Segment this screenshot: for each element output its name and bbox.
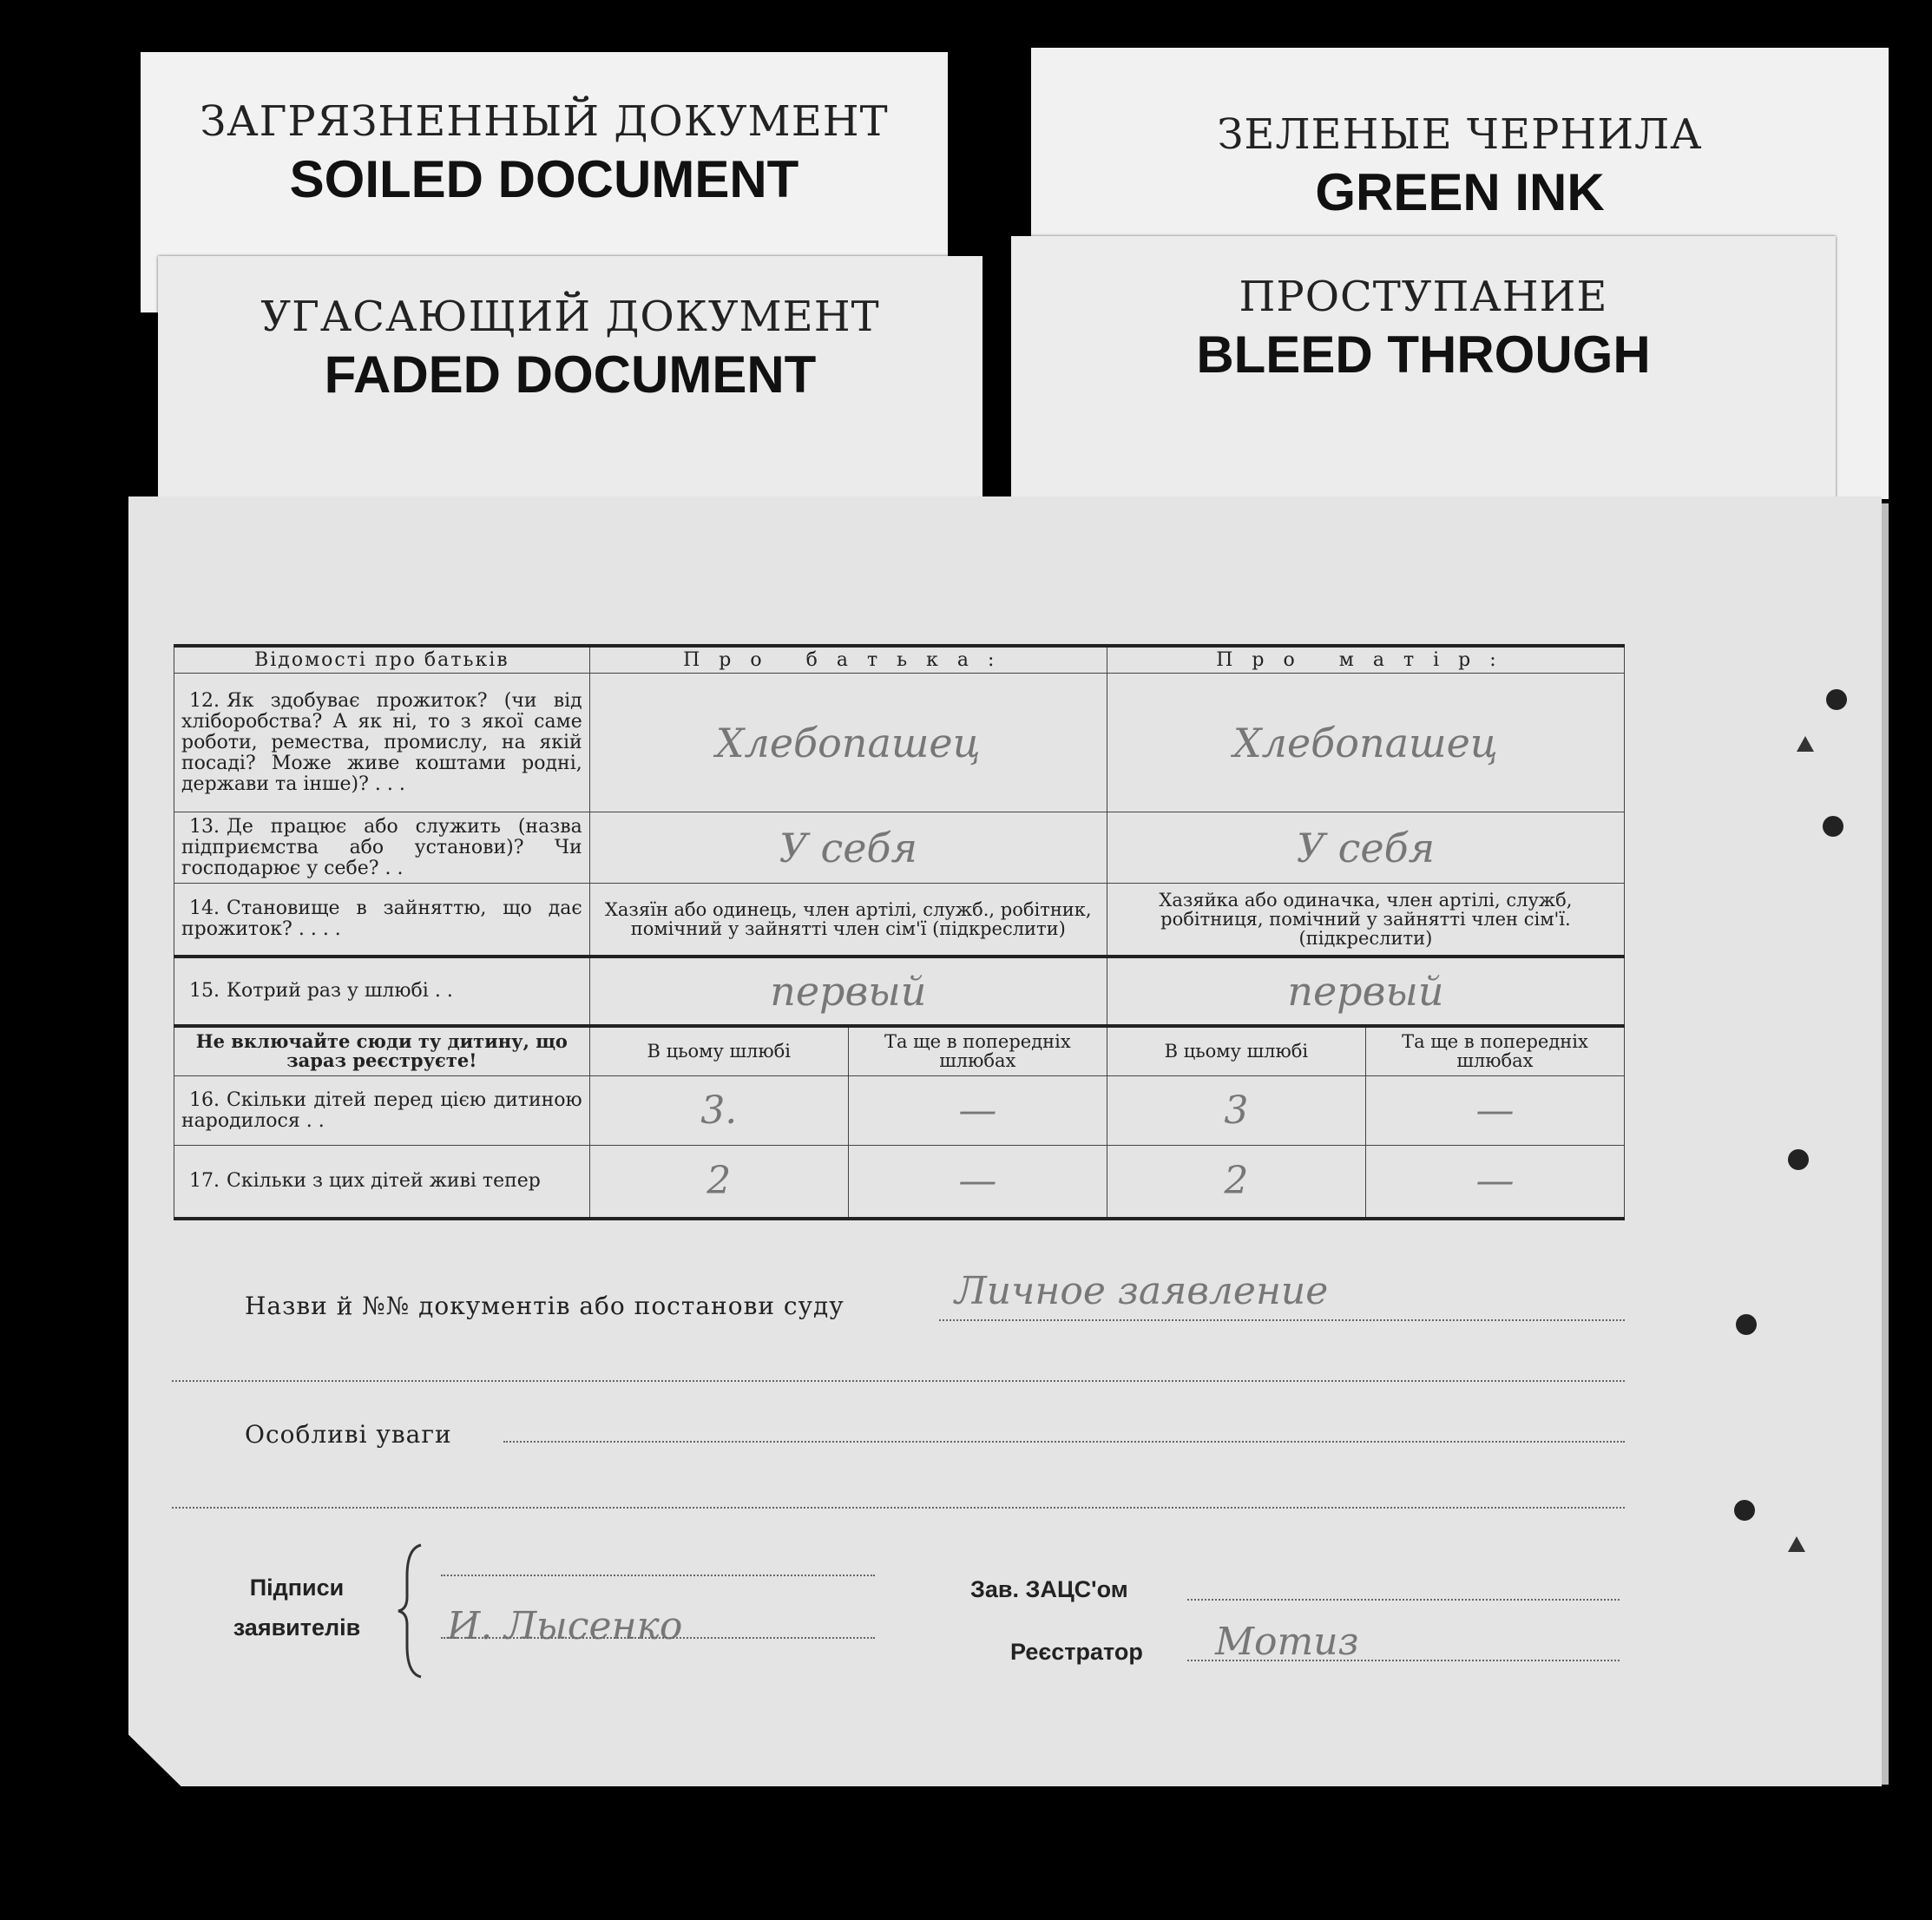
father-options-14: Хазяїн або одинець, член артілі, служб., робітник, помічний у зайнятті член сім'ї (підкреслити) xyxy=(589,884,1107,957)
registrar-label: Реєстратор xyxy=(1010,1639,1143,1665)
father-col-prev-marriages: Та ще в попередніх шлюбах xyxy=(848,1026,1107,1076)
remarks-dotted-line xyxy=(503,1441,1625,1443)
card-faded-en: FADED DOCUMENT xyxy=(324,345,817,404)
card-bleed-en: BLEED THROUGH xyxy=(1196,325,1651,384)
father-children-born-this: 3. xyxy=(589,1076,848,1146)
table-row xyxy=(174,674,1625,812)
card-green-ru: ЗЕЛЕНЫЕ ЧЕРНИЛА xyxy=(1217,110,1703,159)
mother-options-14: Хазяйка або одиначка, член артілі, служб, робітниця, помічний у зайнятті член сім'ї. (підкреслити) xyxy=(1107,884,1624,957)
binding-hole xyxy=(1734,1500,1755,1521)
card-faded-ru: УГАСАЮЩИЙ ДОКУМЕНТ xyxy=(260,293,880,341)
mother-children-alive-prev: — xyxy=(1365,1146,1624,1219)
applicant-signature: И. Лысенко xyxy=(447,1604,683,1648)
documents-label: Назви й №№ документів або постанови суду xyxy=(245,1292,844,1320)
head-sig-dotted-line xyxy=(1187,1599,1620,1601)
applicant-sig-dotted-line-2 xyxy=(441,1637,875,1639)
father-col-this-marriage: В цьому шлюбі xyxy=(589,1026,848,1076)
binding-mark xyxy=(1797,736,1814,752)
question-12: 12. Як здобуває прожиток? (чи від хліборобства? А як ні, то з якої саме роботи, ремества, промислу, на якій посаді? Може живе коштами родні, держави та інше)? . . . xyxy=(174,674,590,812)
binding-hole xyxy=(1788,1149,1809,1170)
question-13: 13. Де працює або служить (назва підприємства або установи)? Чи господарює у себе? . . xyxy=(174,812,590,884)
table-row xyxy=(174,957,1625,1026)
table-row xyxy=(174,1146,1625,1219)
label-card-faded xyxy=(158,256,982,508)
mother-col-this-marriage: В цьому шлюбі xyxy=(1107,1026,1365,1076)
mother-answer-12: Хлебопашец xyxy=(1107,674,1624,812)
question-16: 16. Скільки дітей перед цією дитиною народилося . . xyxy=(174,1076,590,1146)
father-children-alive-prev: — xyxy=(848,1146,1107,1219)
mother-answer-15: первый xyxy=(1107,957,1624,1026)
card-soiled-ru: ЗАГРЯЗНЕННЫЙ ДОКУМЕНТ xyxy=(200,97,889,146)
table-row xyxy=(174,1076,1625,1146)
mother-children-born-prev: — xyxy=(1365,1076,1624,1146)
mother-children-born-this: 3 xyxy=(1107,1076,1365,1146)
card-bleed-ru: ПРОСТУПАНИЕ xyxy=(1239,273,1608,321)
remarks-label: Особливі уваги xyxy=(245,1420,452,1449)
head-of-registry-label: Зав. ЗАЦС'ом xyxy=(970,1576,1128,1602)
card-soiled-en: SOILED DOCUMENT xyxy=(289,150,799,208)
question-14: 14. Становище в зайняттю, що дає прожиток? . . . . xyxy=(174,884,590,957)
applicants-signatures-label-1: Підписи xyxy=(249,1575,345,1601)
binding-hole xyxy=(1823,816,1843,837)
mother-col-prev-marriages: Та ще в попередніх шлюбах xyxy=(1365,1026,1624,1076)
father-children-alive-this: 2 xyxy=(589,1146,848,1219)
registrar-sig-dotted-line xyxy=(1187,1660,1620,1661)
binding-mark xyxy=(1788,1536,1805,1552)
question-15: 15. Котрий раз у шлюбі . . xyxy=(174,957,590,1026)
mother-children-alive-this: 2 xyxy=(1107,1146,1365,1219)
father-answer-15: первый xyxy=(589,957,1107,1026)
binding-hole xyxy=(1826,689,1847,710)
table-row xyxy=(174,812,1625,884)
question-17: 17. Скільки з цих дітей живі тепер xyxy=(174,1146,590,1219)
header-father: Про батька: xyxy=(589,646,1107,674)
registrar-signature: Мотиз xyxy=(1215,1620,1359,1664)
table-row xyxy=(174,1026,1625,1076)
documents-dotted-line-2 xyxy=(172,1380,1625,1382)
header-mother: Про матір: xyxy=(1107,646,1624,674)
label-card-bleed-through xyxy=(1011,236,1836,514)
header-col1: Відомості про батьків xyxy=(174,646,590,674)
documents-value: Личное заявление xyxy=(955,1269,1329,1313)
binding-hole xyxy=(1736,1314,1757,1335)
card-green-en: GREEN INK xyxy=(1315,163,1605,221)
father-answer-12: Хлебопашец xyxy=(589,674,1107,812)
parents-info-table xyxy=(174,644,1625,1220)
exclusion-note: Не включайте сюди ту дитину, що зараз реєструєте! xyxy=(174,1026,590,1076)
applicant-sig-dotted-line-1 xyxy=(441,1575,875,1576)
signature-brace xyxy=(395,1542,430,1680)
table-row xyxy=(174,884,1625,957)
applicants-signatures-label-2: заявителів xyxy=(233,1614,361,1641)
father-answer-13: У себя xyxy=(589,812,1107,884)
table-header-row xyxy=(174,646,1625,674)
documents-dotted-line xyxy=(939,1319,1625,1321)
remarks-dotted-line-2 xyxy=(172,1507,1625,1509)
mother-answer-13: У себя xyxy=(1107,812,1624,884)
father-children-born-prev: — xyxy=(848,1076,1107,1146)
